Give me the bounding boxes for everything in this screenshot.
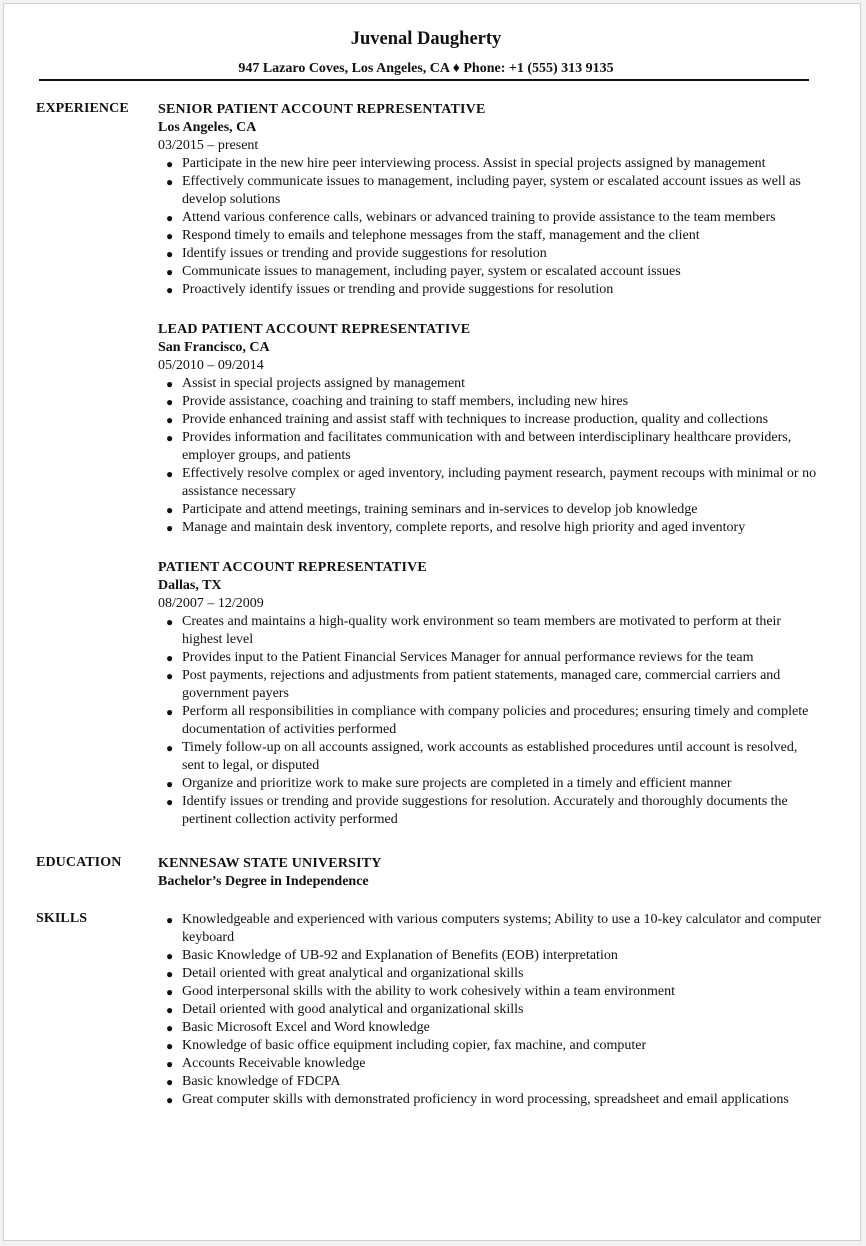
list-item: ● Basic Microsoft Excel and Word knowledge (166, 1020, 430, 1035)
list-item: ● Participate and attend meetings, training seminars and in-services to develop job knowledge (166, 502, 698, 517)
job-lead (158, 321, 823, 537)
experience-heading: EXPERIENCE (36, 101, 129, 116)
education-entry (158, 855, 823, 891)
list-item: ● Basic knowledge of FDCPA (166, 1074, 341, 1089)
list-item: ● Creates and maintains a high-quality work environment so team members are motivated to perform at their highest level (166, 614, 782, 647)
list-item: ● Attend various conference calls, webinars or advanced training to provide assistance to the team members (166, 210, 776, 225)
job-dates: 08/2007 – 12/2009 (158, 596, 264, 611)
list-item: ● Organize and prioritize work to make sure projects are completed in a timely and efficient manner (166, 776, 732, 791)
job-title: PATIENT ACCOUNT REPRESENTATIVE (158, 560, 427, 575)
job-location: San Francisco, CA (158, 340, 270, 355)
skills-list (158, 911, 823, 1109)
job-dates: 03/2015 – present (158, 138, 259, 153)
list-item: ● Basic Knowledge of UB-92 and Explanation of Benefits (EOB) interpretation (166, 948, 618, 963)
job-senior (158, 101, 823, 299)
school-name: KENNESAW STATE UNIVERSITY (158, 856, 382, 871)
list-item: ● Knowledge of basic office equipment including copier, fax machine, and computer (166, 1038, 647, 1053)
header-divider (39, 79, 809, 81)
job-title: LEAD PATIENT ACCOUNT REPRESENTATIVE (158, 322, 471, 337)
education-heading: EDUCATION (36, 855, 122, 870)
list-item: ● Perform all responsibilities in compliance with company policies and procedures; ensuring timely and complete documentation of activities performed (166, 704, 809, 737)
contact-line: 947 Lazaro Coves, Los Angeles, CA ♦ Phone: +1 (555) 313 9135 (238, 61, 614, 76)
list-item: ● Identify issues or trending and provide suggestions for resolution. Accurately and thoroughly documents the pertinent collection activity performed (166, 794, 788, 827)
list-item: ● Timely follow-up on all accounts assigned, work accounts as established procedures until account is resolved, sent to legal, or disputed (166, 740, 798, 773)
list-item: ● Detail oriented with great analytical and organizational skills (166, 966, 524, 981)
list-item: ● Provide enhanced training and assist staff with techniques to increase production, quality and collections (166, 412, 769, 427)
job-bullets (158, 375, 823, 537)
list-item: ● Detail oriented with good analytical and organizational skills (166, 1002, 524, 1017)
list-item: ● Assist in special projects assigned by management (166, 376, 466, 391)
list-item: ● Communicate issues to management, including payer, system or escalated account issues (166, 264, 681, 279)
job-location: Dallas, TX (158, 578, 222, 593)
degree: Bachelor’s Degree in Independence (158, 874, 369, 889)
job-location: Los Angeles, CA (158, 120, 257, 135)
job-title: SENIOR PATIENT ACCOUNT REPRESENTATIVE (158, 102, 486, 117)
list-item: ● Identify issues or trending and provide suggestions for resolution (166, 246, 547, 261)
candidate-name: Juvenal Daugherty (350, 29, 502, 49)
list-item: ● Provides information and facilitates communication with and between interdisciplinary healthcare providers, employer groups, and patients (166, 430, 792, 463)
list-item: ● Accounts Receivable knowledge (166, 1056, 366, 1071)
list-item: ● Knowledgeable and experienced with various computers systems; Ability to use a 10-key calculator and computer keyboard (166, 912, 822, 945)
list-item: ● Participate in the new hire peer interviewing process. Assist in special projects assigned by management (166, 156, 766, 171)
skills-heading: SKILLS (36, 911, 88, 926)
list-item: ● Effectively communicate issues to management, including payer, system or escalated account issues as well as develop solutions (166, 174, 801, 207)
job-dates: 05/2010 – 09/2014 (158, 358, 264, 373)
job-bullets (158, 155, 823, 299)
list-item: ● Post payments, rejections and adjustments from patient statements, managed care, commercial carriers and government payers (166, 668, 781, 701)
list-item: ● Proactively identify issues or trending and provide suggestions for resolution (166, 282, 614, 297)
list-item: ● Good interpersonal skills with the ability to work cohesively within a team environment (166, 984, 676, 999)
list-item: ● Respond timely to emails and telephone messages from the staff, management and the client (166, 228, 700, 243)
job-rep (158, 559, 823, 829)
job-bullets (158, 613, 823, 829)
list-item: ● Effectively resolve complex or aged inventory, including payment research, payment recoups with minimal or no assistance necessary (166, 466, 817, 499)
list-item: ● Manage and maintain desk inventory, complete reports, and resolve high priority and aged inventory (166, 520, 746, 535)
list-item: ● Provide assistance, coaching and training to staff members, including new hires (166, 394, 629, 409)
list-item: ● Great computer skills with demonstrated proficiency in word processing, spreadsheet and email applications (166, 1092, 789, 1107)
list-item: ● Provides input to the Patient Financial Services Manager for annual performance reviews for the team (166, 650, 754, 665)
